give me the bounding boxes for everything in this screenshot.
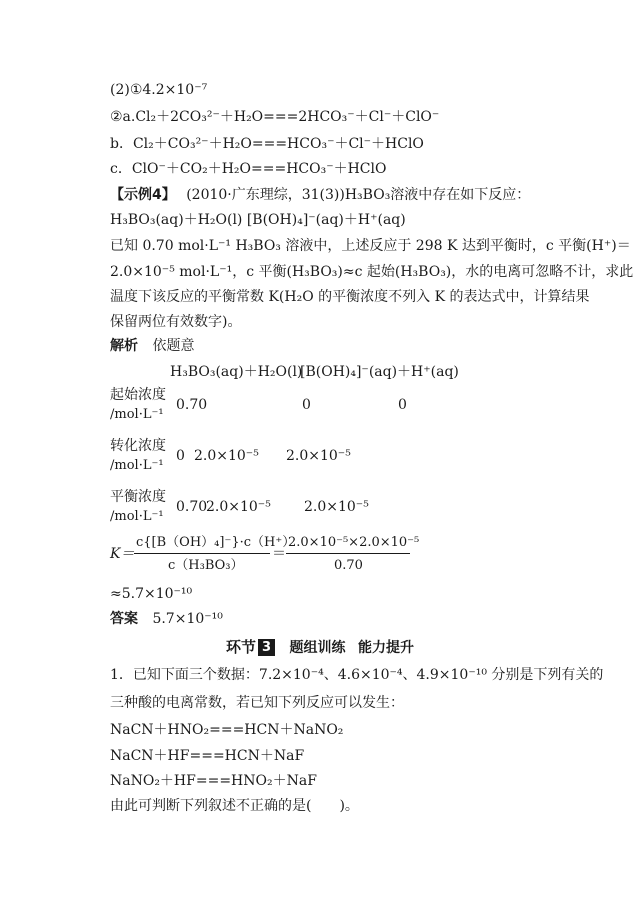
ice-equation-right: [B(OH)₄]⁻(aq)＋H⁺(aq) <box>300 364 459 380</box>
row-initial-label: 起始浓度 <box>110 387 166 403</box>
section-prefix: 环节 <box>226 638 257 656</box>
question-line-3: 由此可判断下列叙述不正确的是( )。 <box>110 798 359 814</box>
answer-value: 5.7×10⁻¹⁰ <box>152 611 223 627</box>
section-header <box>0 636 640 659</box>
problem-line-3: 温度下该反应的平衡常数 K(H₂O 的平衡浓度不列入 K 的表达式中，计算结果 <box>110 289 590 305</box>
answer-line-3: b．Cl₂＋CO₃²⁻＋H₂O===HCO₃⁻＋Cl⁻＋HClO <box>110 136 424 152</box>
row-initial-unit: /mol·L⁻¹ <box>110 407 164 422</box>
answer-line <box>110 609 223 629</box>
solution-tag: 解析 <box>110 338 138 354</box>
k-label: K＝ <box>110 546 135 562</box>
k-denominator-values: 0.70 <box>334 558 363 573</box>
k-denominator: c（H₃BO₃） <box>168 558 244 573</box>
answer-line-2: ②a.Cl₂＋2CO₃²⁻＋H₂O===2HCO₃⁻＋Cl⁻＋ClO⁻ <box>110 109 440 125</box>
row-equilibrium-v2: 2.0×10⁻⁵ <box>206 499 271 515</box>
reaction-2: NaCN＋HF===HCN＋NaF <box>110 748 305 764</box>
ice-equation-left: H₃BO₃(aq)＋H₂O(l) <box>170 364 303 380</box>
reaction-1: NaCN＋HNO₂===HCN＋NaNO₂ <box>110 722 344 738</box>
k-equals: ＝ <box>272 546 286 562</box>
row-equilibrium-v3: 2.0×10⁻⁵ <box>304 499 369 515</box>
solution-intro: 依题意 <box>152 338 195 354</box>
section-title: 题组训练 <box>289 640 346 656</box>
row-change-label: 转化浓度 <box>110 438 166 454</box>
question-line-2: 三种酸的电离常数，若已知下列反应可以发生： <box>110 695 404 711</box>
reaction-equation: H₃BO₃(aq)＋H₂O(l) [B(OH)₄]⁻(aq)＋H⁺(aq) <box>110 212 406 228</box>
row-initial-v2: 0 <box>302 397 311 413</box>
answer-line-1: (2)①4.2×10⁻⁷ <box>110 82 208 98</box>
row-equilibrium-label: 平衡浓度 <box>110 489 166 505</box>
k-fraction-bar <box>134 553 270 554</box>
problem-line-1: 已知 0.70 mol·L⁻¹ H₃BO₃ 溶液中，上述反应于 298 K 达到平衡时，c 平衡(H⁺)＝ <box>110 238 631 254</box>
answer-line-4: c．ClO⁻＋CO₂＋H₂O===HCO₃⁻＋HClO <box>110 161 387 177</box>
example-heading <box>110 185 530 205</box>
row-equilibrium-unit: /mol·L⁻¹ <box>110 509 164 524</box>
problem-line-2: 2.0×10⁻⁵ mol·L⁻¹，c 平衡(H₃BO₃)≈c 起始(H₃BO₃)，水的电离可忽略不计，求此 <box>110 264 634 280</box>
section-number-badge: 3 <box>258 639 275 656</box>
example-tag: 【示例4】 <box>110 187 176 203</box>
example-source: (2010·广东理综，31(3))H₃BO₃溶液中存在如下反应： <box>186 187 531 203</box>
k-numerator: c{[B（OH）₄]⁻}·c（H⁺） <box>136 535 296 550</box>
row-change-unit: /mol·L⁻¹ <box>110 458 164 473</box>
answer-tag: 答案 <box>110 611 138 627</box>
k-approx: ≈5.7×10⁻¹⁰ <box>110 586 193 602</box>
row-change-v1: 0 <box>176 448 185 464</box>
row-change-v3: 2.0×10⁻⁵ <box>286 448 351 464</box>
row-equilibrium-v1: 0.70 <box>176 499 208 515</box>
section-subtitle: 能力提升 <box>357 640 414 656</box>
k-values-fraction-bar <box>286 553 410 554</box>
row-change-v2: 2.0×10⁻⁵ <box>194 448 259 464</box>
question-line-1: 1．已知下面三个数据：7.2×10⁻⁴、4.6×10⁻⁴、4.9×10⁻¹⁰ 分别是下列有关的 <box>110 667 604 683</box>
row-initial-v1: 0.70 <box>176 397 208 413</box>
k-numerator-values: 2.0×10⁻⁵×2.0×10⁻⁵ <box>288 535 420 550</box>
row-initial-v3: 0 <box>398 397 407 413</box>
reaction-3: NaNO₂＋HF===HNO₂＋NaF <box>110 773 317 789</box>
problem-line-4: 保留两位有效数字)。 <box>110 314 242 330</box>
solution-heading <box>110 336 194 356</box>
